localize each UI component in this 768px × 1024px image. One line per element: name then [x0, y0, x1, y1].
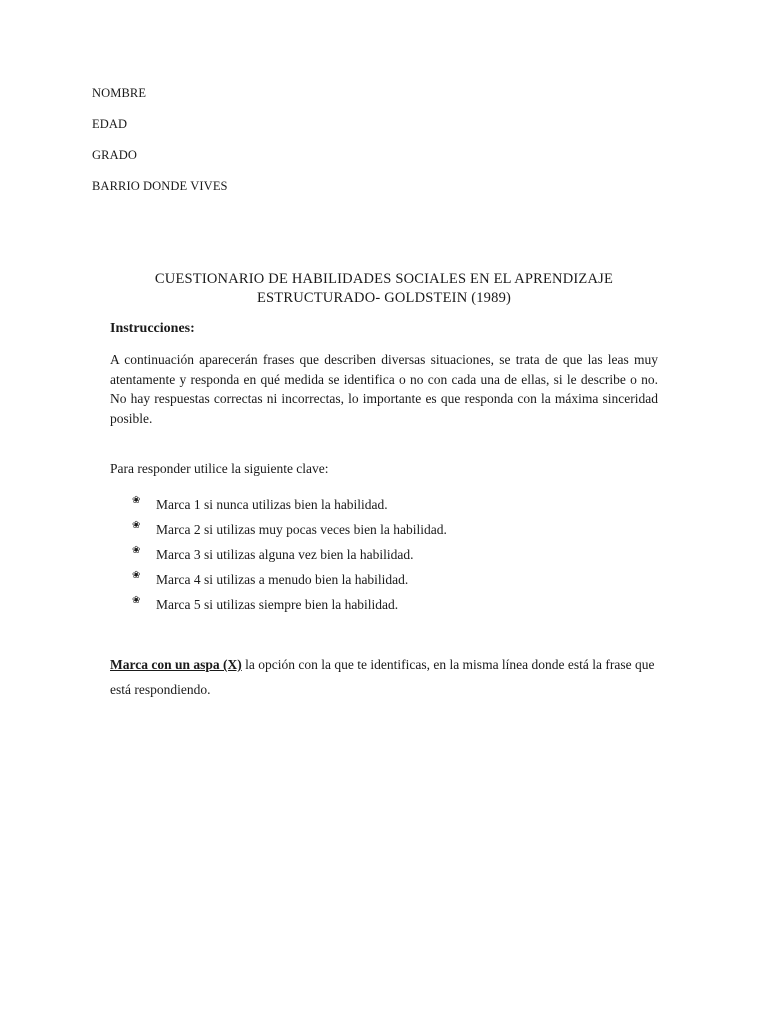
marca-instruction: [110, 652, 670, 702]
title-line-1: CUESTIONARIO DE HABILIDADES SOCIALES EN EL APRENDIZAJE: [154, 271, 614, 287]
key-item-text: Marca 2 si utilizas muy pocas veces bien la habilidad.: [156, 521, 447, 537]
key-item: [132, 593, 447, 618]
field-edad: EDAD: [92, 117, 128, 131]
key-item: [132, 542, 447, 567]
marca-text: la opción con la que te identificas, en la misma línea donde está la frase que está respondiendo.: [110, 657, 655, 697]
field-barrio: BARRIO DONDE VIVES: [92, 179, 228, 193]
instructions-heading: Instrucciones:: [110, 321, 195, 336]
key-item: [132, 517, 447, 542]
flower-bullet-icon: ❀: [132, 544, 141, 556]
flower-bullet-icon: ❀: [132, 570, 141, 582]
instructions-text: A continuación aparecerán frases que describen diversas situaciones, se trata de que las leas muy atentamente y responda en qué medida se identifica o no con cada una de ellas, si le describe o no. No hay respuestas correctas ni incorrectas, lo importante es que responda con la máxima sinceridad posible.: [110, 352, 658, 426]
title-line-2: ESTRUCTURADO- GOLDSTEIN (1989): [256, 290, 512, 306]
key-item-text: Marca 1 si nunca utilizas bien la habilidad.: [156, 496, 388, 512]
key-item: [132, 568, 447, 593]
flower-bullet-icon: ❀: [132, 519, 141, 531]
flower-bullet-icon: ❀: [132, 494, 141, 506]
key-list: [132, 492, 447, 618]
flower-bullet-icon: ❀: [132, 595, 141, 607]
field-grado: GRADO: [92, 148, 137, 162]
key-item-text: Marca 5 si utilizas siempre bien la habilidad.: [156, 597, 399, 613]
marca-emphasis: Marca con un aspa (X): [110, 657, 242, 672]
field-nombre: NOMBRE: [92, 86, 147, 100]
key-intro: Para responder utilice la siguiente clave:: [110, 461, 329, 476]
key-item-text: Marca 3 si utilizas alguna vez bien la habilidad.: [156, 546, 414, 562]
document-title: [0, 270, 768, 308]
key-item-text: Marca 4 si utilizas a menudo bien la habilidad.: [156, 572, 409, 588]
key-item: [132, 492, 447, 517]
